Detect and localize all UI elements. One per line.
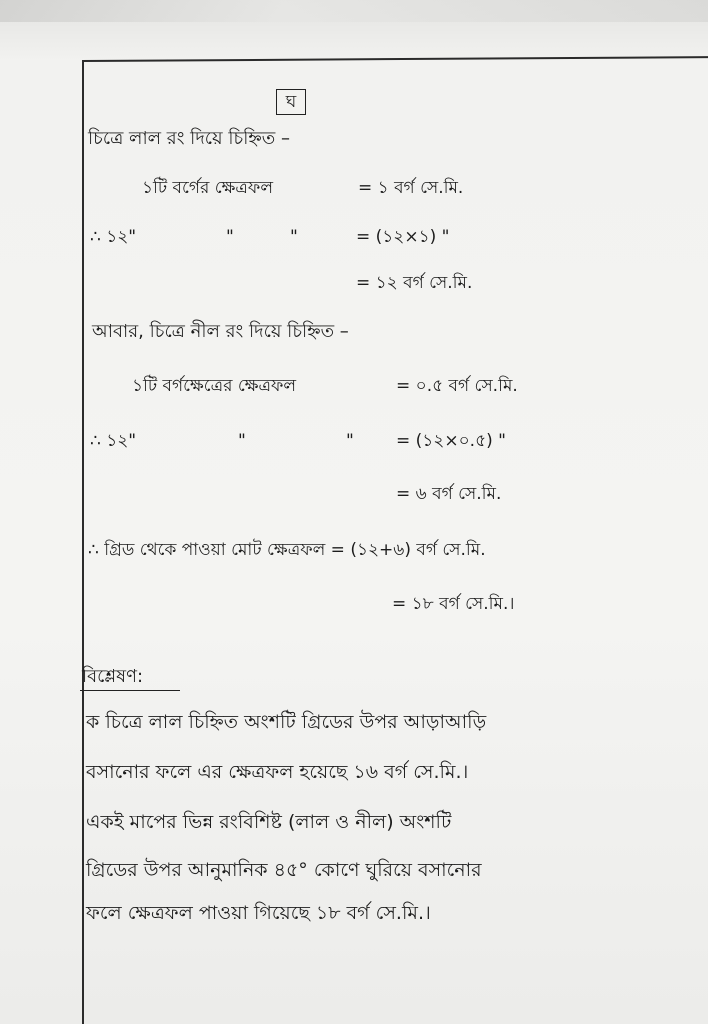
analysis-line: গ্রিডের উপর আনুমানিক ৪৫° কোণে ঘুরিয়ে বসানোর [86,859,482,881]
margin-line-top [82,56,708,62]
red-total: = ১২ বর্গ সে.মি. [356,273,473,293]
page-top-edge [0,0,708,22]
blue-heading: আবার, চিত্রে নীল রং দিয়ে চিহ্নিত – [92,321,349,342]
blue-product: = (১২×০.৫) " [396,431,506,451]
total-area-result: = ১৮ বর্গ সে.মি.। [392,594,515,614]
part-label-box [276,89,306,115]
ditto-mark: " [226,227,234,247]
ditto-mark: " [346,431,354,451]
blue-unit-area-value: = ০.৫ বর্গ সে.মি. [396,376,518,396]
red-heading: চিত্রে লাল রং দিয়ে চিহ্নিত – [88,128,290,149]
ditto-mark: " [238,431,246,451]
part-label: ঘ [285,92,297,112]
blue-total: = ৬ বর্গ সে.মি. [396,484,502,504]
red-unit-area-label: ১টি বর্গের ক্ষেত্রফল [142,178,274,198]
margin-line-left [82,60,84,1024]
analysis-line: একই মাপের ভিন্ন রংবিশিষ্ট (লাল ও নীল) অংশটি [86,811,452,833]
analysis-line: বসানোর ফলে এর ক্ষেত্রফল হয়েছে ১৬ বর্গ সে.মি.। [86,761,469,783]
total-area-expression: ∴ গ্রিড থেকে পাওয়া মোট ক্ষেত্রফল = (১২+৬) বর্গ সে.মি. [88,540,486,560]
blue-count-label: ∴ ১২" [90,431,137,451]
blue-unit-area-label: ১টি বর্গক্ষেত্রের ক্ষেত্রফল [132,376,297,396]
ditto-mark: " [290,227,298,247]
analysis-title: বিশ্লেষণ: [82,666,144,687]
analysis-line: ক চিত্রে লাল চিহ্নিত অংশটি গ্রিডের উপর আড়াআড়ি [86,711,487,733]
red-count-label: ∴ ১২" [90,227,137,247]
red-unit-area-value: = ১ বর্গ সে.মি. [358,178,464,198]
red-product: = (১২×১) " [356,227,450,247]
analysis-title-underline [80,690,180,691]
analysis-line: ফলে ক্ষেত্রফল পাওয়া গিয়েছে ১৮ বর্গ সে.মি.। [86,902,431,924]
